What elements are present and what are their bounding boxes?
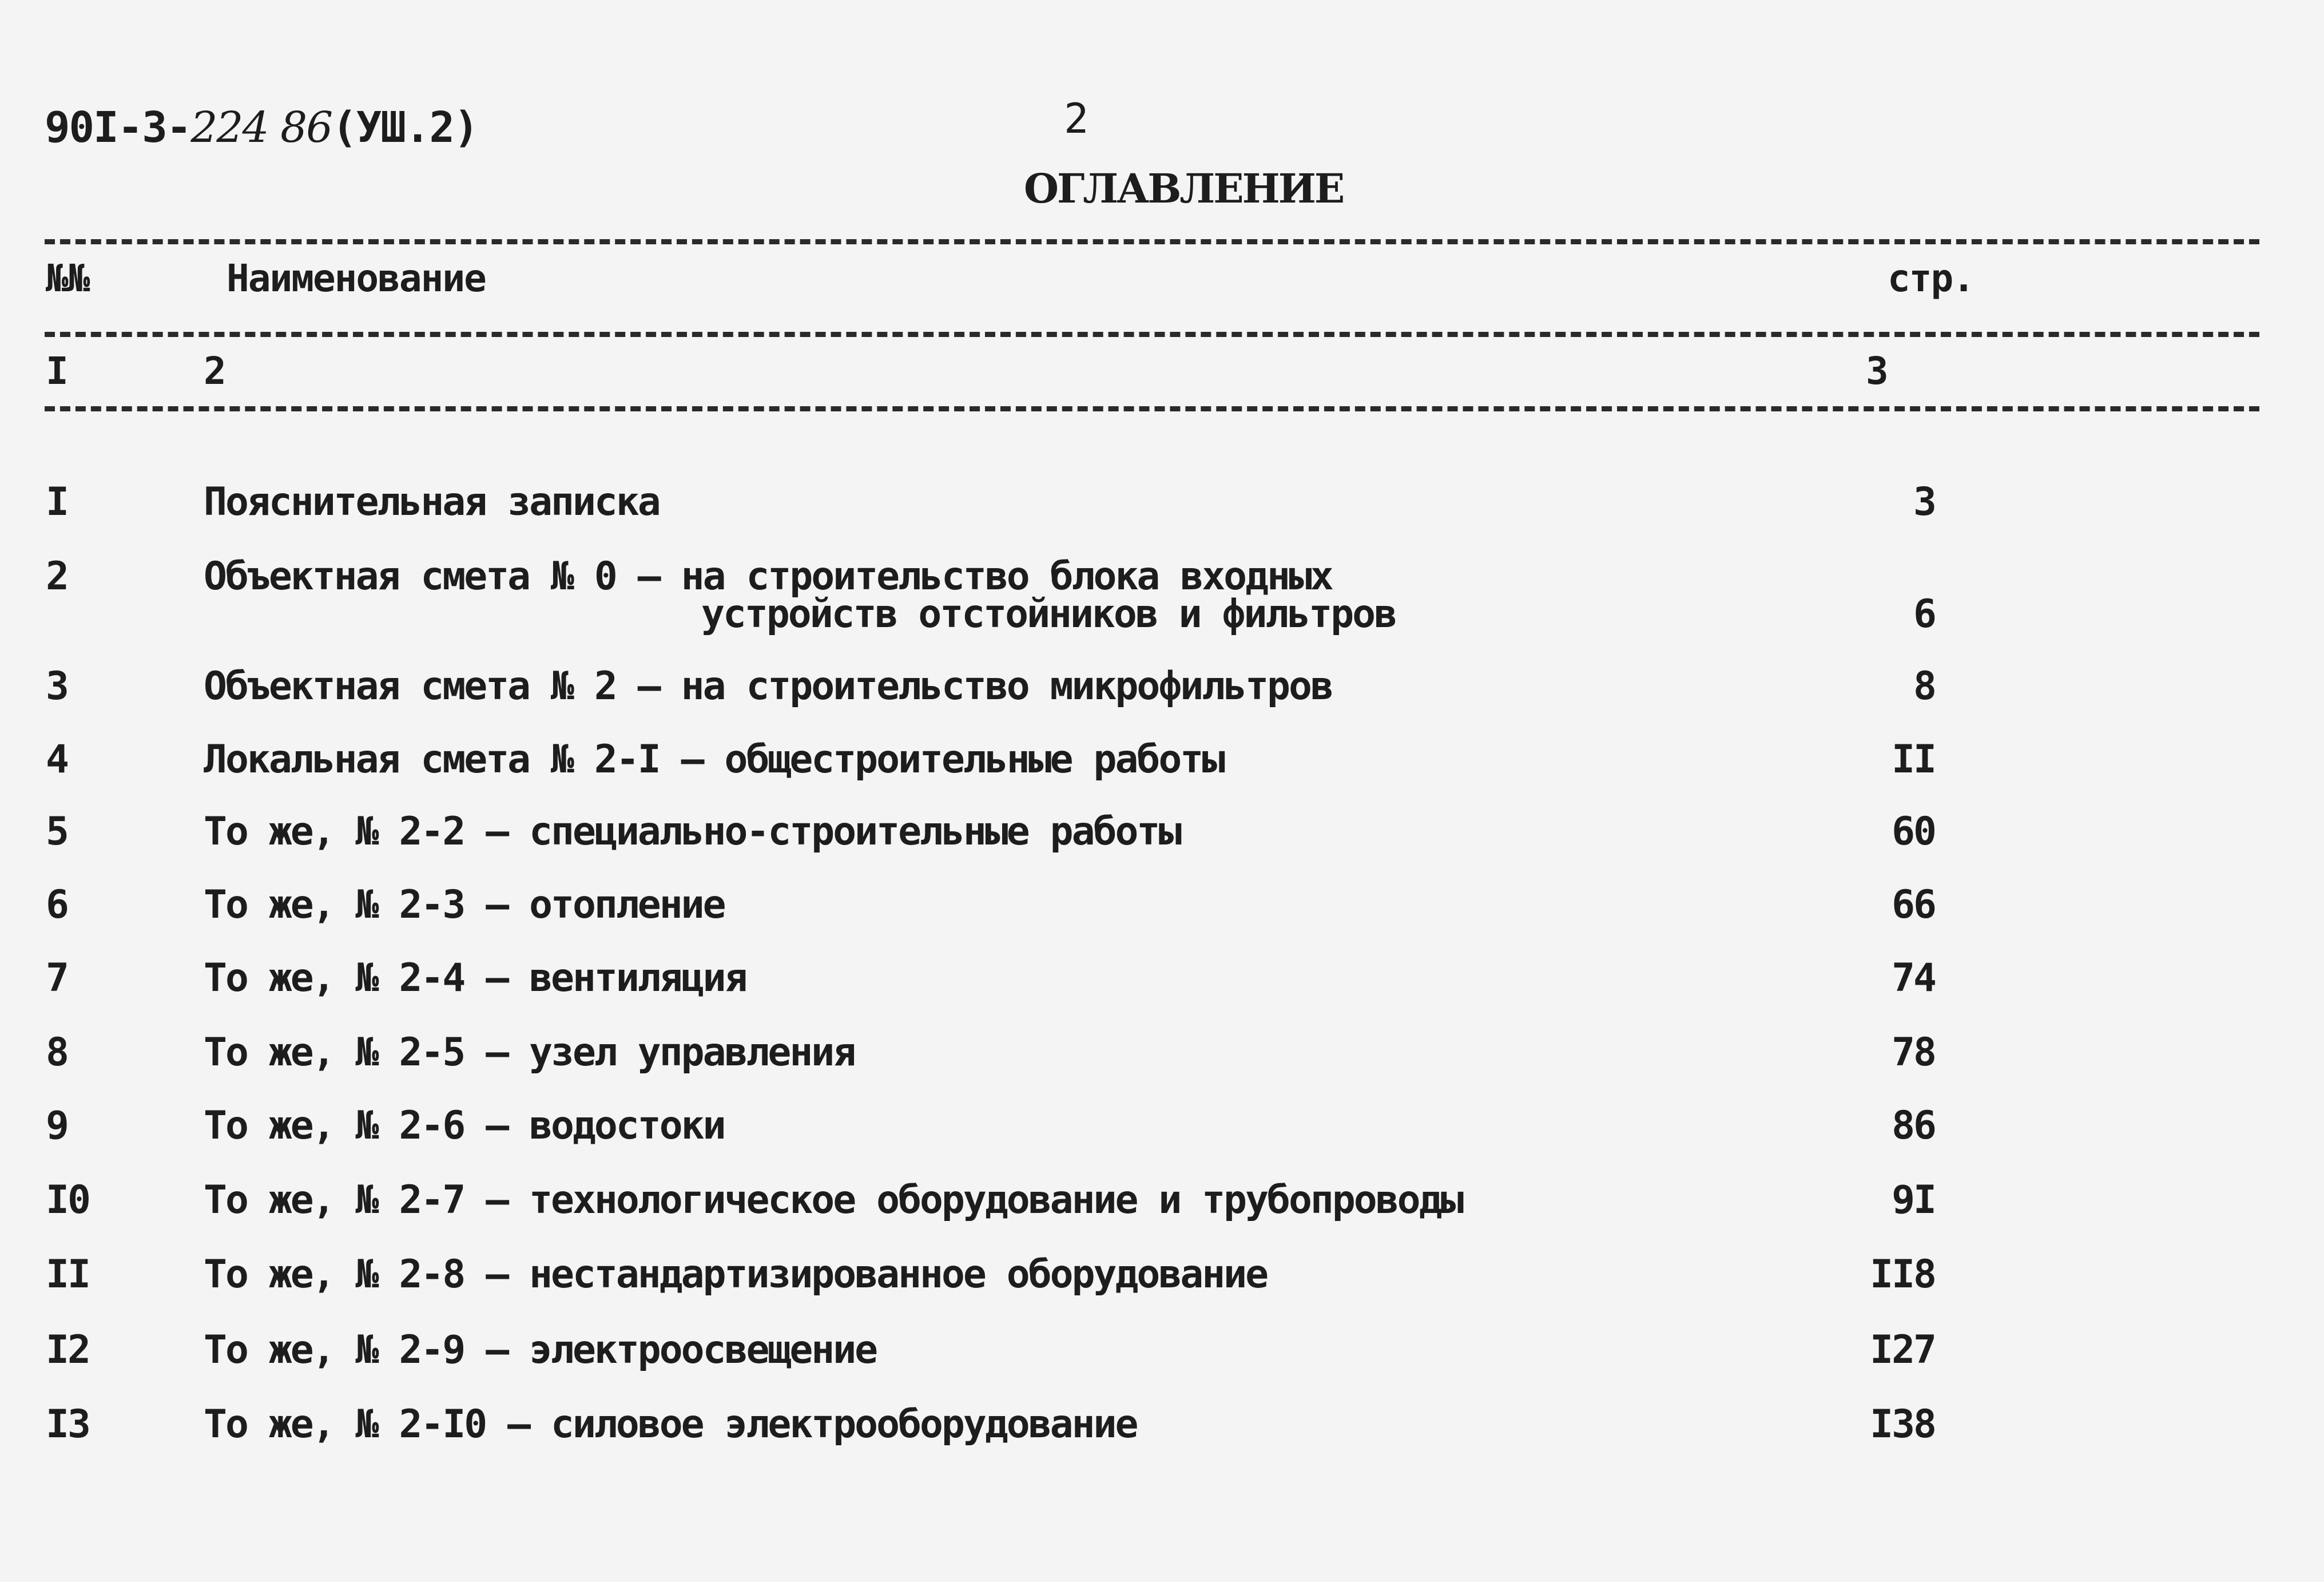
page-number: 2 [1064, 94, 1089, 142]
toc-entry [0, 1402, 2324, 1470]
toc-entry [0, 809, 2324, 878]
col-index-name: 2 [204, 349, 225, 393]
entry-title-continuation: устройств отстойников и фильтров [701, 592, 1396, 637]
doc-code-handwritten: 224 86 [190, 103, 332, 152]
header-rule-bottom [45, 406, 2259, 411]
toc-entry [0, 1177, 2324, 1246]
entry-page: 60 [1892, 809, 1935, 854]
entry-page: I38 [1870, 1402, 1935, 1447]
entry-title: То же, № 2-5 – узел управления [204, 1030, 855, 1075]
entry-title: Пояснительная записка [204, 479, 660, 525]
toc-entry [0, 554, 2324, 637]
entry-title: То же, № 2-2 – специально-строительные работы [204, 809, 1181, 854]
entry-page: 3 [1913, 479, 1935, 525]
entry-page: 74 [1892, 955, 1935, 1001]
entry-number: I2 [46, 1327, 89, 1373]
toc-entry [0, 955, 2324, 1024]
entry-number: I0 [46, 1177, 89, 1223]
entry-title: Объектная смета № 0 – на строительство блока входных [204, 554, 1332, 599]
header-rule-middle [45, 332, 2259, 337]
entry-number: 9 [46, 1103, 67, 1148]
doc-code-prefix: 90I-3- [45, 103, 191, 152]
entry-page: II [1892, 737, 1935, 782]
col-header-page: стр. [1888, 256, 1974, 300]
entry-title: То же, № 2-4 – вентиляция [204, 955, 746, 1001]
entry-title: То же, № 2-9 – электроосвещение [204, 1327, 877, 1373]
entry-title: То же, № 2-7 – технологическое оборудование и трубопроводы [204, 1177, 1463, 1223]
toc-entry [0, 479, 2324, 548]
entry-number: 7 [46, 955, 67, 1001]
entry-page: I27 [1870, 1327, 1935, 1373]
col-header-name: Наименование [227, 256, 486, 300]
header-rule-top [45, 239, 2259, 244]
toc-entry [0, 1252, 2324, 1321]
entry-page: 8 [1913, 664, 1935, 709]
entry-number: 5 [46, 809, 67, 854]
entry-title: То же, № 2-8 – нестандартизированное оборудование [204, 1252, 1268, 1297]
toc-entry [0, 737, 2324, 806]
entry-title: То же, № 2-6 – водостоки [204, 1103, 725, 1148]
entry-number: 3 [46, 664, 67, 709]
toc-entry [0, 1030, 2324, 1099]
entry-page: II8 [1870, 1252, 1935, 1297]
col-header-num: №№ [46, 256, 89, 300]
entry-page: 78 [1892, 1030, 1935, 1075]
entry-page: 86 [1892, 1103, 1935, 1148]
entry-number: 4 [46, 737, 67, 782]
document-code [45, 103, 478, 152]
doc-code-suffix: (УШ.2) [332, 103, 478, 152]
toc-entry [0, 1327, 2324, 1396]
toc-entry [0, 882, 2324, 951]
entry-title: То же, № 2-I0 – силовое электрооборудование [204, 1402, 1137, 1447]
entry-number: 2 [46, 554, 67, 599]
entry-number: I3 [46, 1402, 89, 1447]
toc-title: ОГЛАВЛЕНИЕ [1024, 165, 1344, 212]
entry-title: Объектная смета № 2 – на строительство микрофильтров [204, 664, 1332, 709]
toc-entry [0, 664, 2324, 732]
entry-title: То же, № 2-3 – отопление [204, 882, 725, 927]
entry-number: 8 [46, 1030, 67, 1075]
entry-number: I [46, 479, 67, 525]
toc-entry [0, 1103, 2324, 1172]
entry-number: II [46, 1252, 89, 1297]
col-index-page: 3 [1866, 349, 1888, 393]
entry-title: Локальная смета № 2-I – общестроительные работы [204, 737, 1224, 782]
entry-page: 66 [1892, 882, 1935, 927]
col-index-num: I [46, 349, 67, 393]
entry-page: 6 [1913, 592, 1935, 637]
entry-number: 6 [46, 882, 67, 927]
entry-page: 9I [1892, 1177, 1935, 1223]
